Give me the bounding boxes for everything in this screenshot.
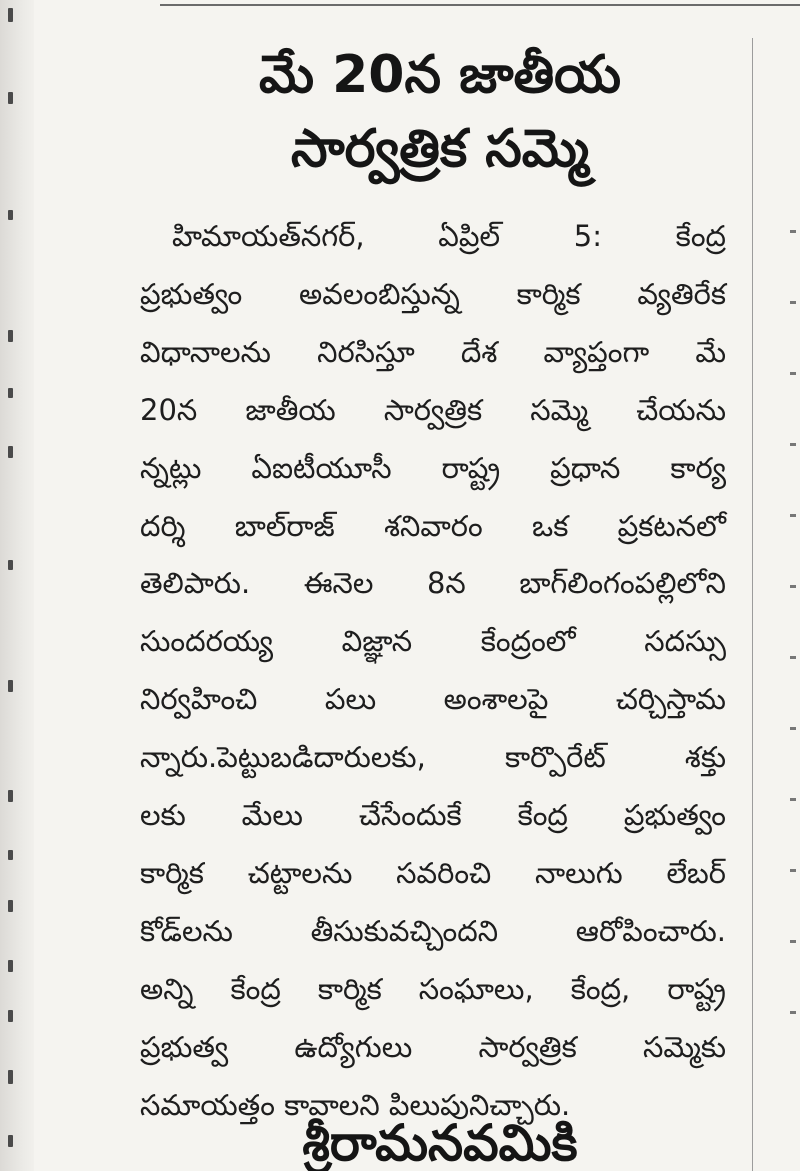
edge-mark [8,446,13,458]
edge-mark [8,680,13,692]
body-line: హిమాయత్‌నగర్‌, ఏప్రిల్‌ 5: కేంద్ర [172,219,726,253]
body-line: న్నట్లు ఏఐటీయూసీ రాష్ట్ర ప్రధాన కార్య [140,450,726,485]
edge-mark [8,960,13,972]
edge-mark [8,92,13,104]
body-line: సమాయత్తం కావాలని పిలుపునిచ్చారు. [140,1087,571,1122]
edge-mark [8,1070,13,1084]
edge-mark [8,900,13,912]
body-line: సుందరయ్య విజ్ఞాన కేంద్రంలో సదస్సు [140,624,726,659]
body-line: ప్రభుత్వ ఉద్యోగులు సార్వత్రిక సమ్మెకు [140,1029,726,1064]
edge-mark [8,388,13,398]
body-line: 20న జాతీయ సార్వత్రిక సమ్మె చేయను [140,392,726,427]
edge-mark [8,1135,13,1147]
body-line: కోడ్‌లను తీసుకువచ్చిందని ఆరోపించారు. [140,913,726,948]
body-line: న్నారు.పెట్టుబడిదారులకు, కార్పొరేట్‌ శక్తు [140,740,726,775]
column-divider [752,38,753,1171]
body-line: కార్మిక చట్టాలను సవరించి నాలుగు లేబర్‌ [140,855,726,890]
body-line: విధానాలను నిరసిస్తూ దేశ వ్యాప్తంగా మే [140,334,726,369]
edge-mark [8,330,13,342]
body-line: నిర్వహించి పలు అంశాలపై చర్చిస్తామ [140,682,726,717]
article-body [140,208,726,1135]
next-article-headline: శ్రీరామనవమికి [302,1114,578,1171]
top-divider [160,4,800,6]
edge-mark [8,560,13,570]
headline-line-2: సార్వత్రిక సమ్మె [291,119,589,179]
edge-mark [8,850,13,860]
adjacent-column-edge [0,0,34,1171]
next-column-edge [790,230,800,1130]
body-line: దర్శి బాల్‌రాజ్‌ శనివారం ఒక ప్రకటనలో [140,508,726,543]
article-headline [140,38,740,186]
edge-mark [8,8,13,22]
edge-mark [8,210,13,220]
body-line: అన్ని కేంద్ర కార్మిక సంఘాలు, కేంద్ర, రాష్ట్ర [140,971,726,1006]
headline-line-1: మే 20న జాతీయ [258,45,622,105]
edge-mark [8,790,13,802]
body-line: తెలిపారు. ఈనెల 8న బాగ్‌లింగంపల్లిలోని [140,566,726,601]
body-line: లకు మేలు చేసేందుకే కేంద్ర ప్రభుత్వం [140,798,726,833]
edge-mark [8,1010,13,1022]
body-line: ప్రభుత్వం అవలంబిస్తున్న కార్మిక వ్యతిరేక [140,276,726,311]
